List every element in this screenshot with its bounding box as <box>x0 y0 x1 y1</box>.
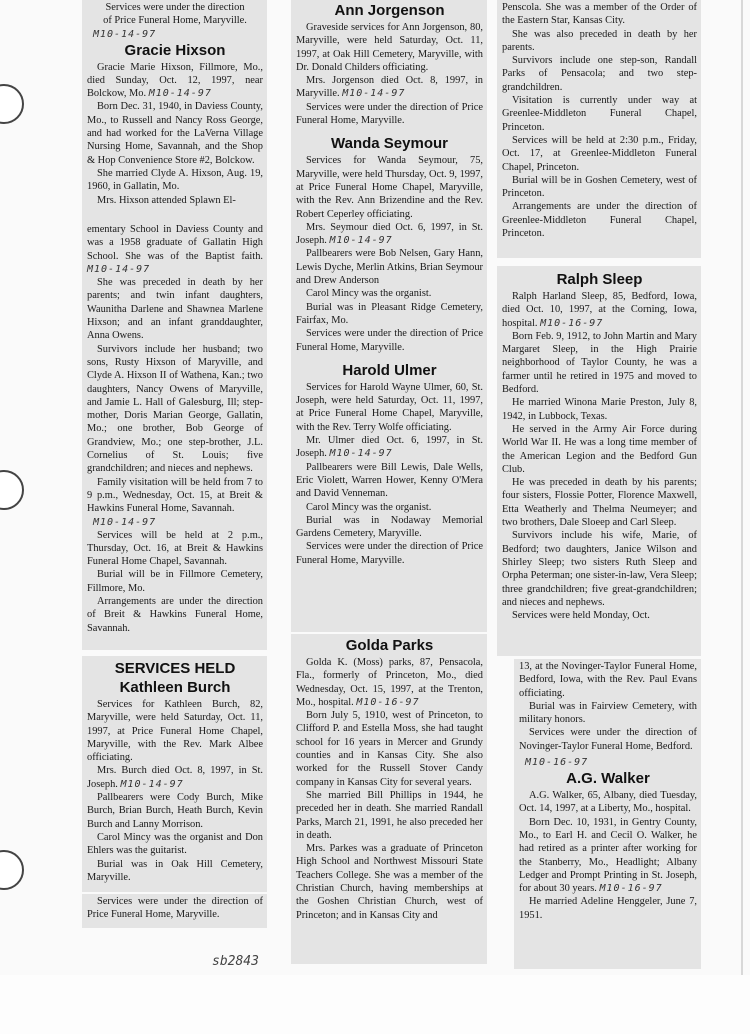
kathleen-paragraph-5: Burial was in Oak Hill Cemetery, Maryville. <box>87 858 263 883</box>
wanda-paragraph-4: Carol Mincy was the organist. <box>306 288 432 300</box>
ralph-paragraph-4: He served in the Army Air Force during World War II. He was a long time member of the American Legion and the Bedford Gun Club. <box>502 423 697 475</box>
ralph-paragraph-8: Burial was in Fairview Cemetery, with military honors. <box>519 700 697 726</box>
clipping-golda-parks <box>291 634 487 964</box>
gracie-paragraph-6: Survivors include her husband; two sons, Rusty Hixson of Maryville, and Clyde A. Hixson II of Wathena, Kan.; two daughters, Nancy Owens of Maryville, and Jamie L. Hall of Galesburg, Ill; step-mother, Doris Marian George, Gallatin, Mo.; one brother, Bob George of Grandview, Mo.; one step-brother, J.L. Cornelius of St. Louis; five grandchildren; and nieces and nephews. <box>87 343 263 475</box>
handwritten-date-note: M10-16-97 <box>599 883 663 895</box>
golda-paragraph-4: Mrs. Parkes was a graduate of Princeton High School and Northwest Missouri State Teachers College. She was a member of the Christian Church, having memberships at the Goshen Christian Church, west of Princeton; and in Kansas City and <box>296 843 483 921</box>
obituary-title-gracie-hixson: Gracie Hixson <box>124 41 226 59</box>
obituary-title-ralph-sleep: Ralph Sleep <box>556 271 643 288</box>
ann-paragraph-2: Mrs. Jorgenson died Oct. 8, 1997, in Maryville. M10-14-97 <box>296 75 483 100</box>
kathleen-paragraph-3: Pallbearers were Cody Burch, Mike Burch, Brian Burch, Heath Burch, Kevin Burch and Lanny Morrison. <box>87 792 263 830</box>
gracie-paragraph-10: Arrangements are under the direction of Breit & Hawkins Funeral Home, Savannah. <box>87 596 263 634</box>
obituary-title-harold-ulmer: Harold Ulmer <box>342 361 437 379</box>
golda-continued-3: Survivors include one step-son, Randall Parks of Pensacola; and two step-grandchildren. <box>502 55 697 93</box>
top-fragment-line1: Services were under the direction <box>105 2 245 13</box>
kathleen-paragraph-1: Services for Kathleen Burch, 82, Maryville, were held Saturday, Oct. 11, 1997, at Price Funeral Home Chapel, Maryville, with the Rev. Mark Albee officiating. <box>87 699 263 764</box>
handwritten-date-note: M10-14-97 <box>329 448 393 460</box>
gracie-paragraph-2: Born Dec. 31, 1940, in Daviess County, Mo., to Russell and Nancy Ross George, and had worked for the LaVerna Village Nursing Home, Savannah, and the Shop & Hop Convenience Store #2, Bolckow. <box>87 101 263 166</box>
kathleen-paragraph-4: Carol Mincy was the organist and Don Ehlers was the guitarist. <box>87 831 263 857</box>
obituary-title-golda-parks: Golda Parks <box>345 637 434 654</box>
harold-paragraph-6: Services were under the direction of Price Funeral Home, Maryville. <box>296 541 483 566</box>
ralph-paragraph-7: Services were held Monday, Oct. <box>512 610 650 622</box>
gracie-paragraph-8: Services will be held at 2 p.m., Thursday, Oct. 16, at Breit & Hawkins Funeral Home Chapel, Savannah. <box>87 529 263 568</box>
clipping-gracie-hixson-continued <box>82 222 267 650</box>
clipping-gracie-hixson-top <box>82 0 267 222</box>
golda-paragraph-3: She married Bill Phillips in 1944, he preceded her in death. She married Randall Parks, March 21, 1991, he also preceded her in death. <box>296 789 483 841</box>
handwritten-date-note: M10-16-97 <box>525 757 589 769</box>
golda-continued-5: Services will be held at 2:30 p.m., Friday, Oct. 17, at Greenlee-Middleton Funeral Chapel, Princeton. <box>502 134 697 173</box>
gracie-paragraph-1: Gracie Marie Hixson, Fillmore, Mo., died Sunday, Oct. 12, 1997, near Bolckow, Mo. M10-14-97 <box>87 61 263 100</box>
harold-paragraph-5: Burial was in Nodaway Memorial Gardens Cemetery, Maryville. <box>296 514 483 540</box>
ralph-paragraph-7b: 13, at the Novinger-Taylor Funeral Home, Bedford, Iowa, with the Rev. Paul Evans officiating. <box>519 661 697 699</box>
clipping-ralph-sleep <box>497 266 701 656</box>
clipping-kathleen-burch-footer <box>82 894 267 928</box>
ann-paragraph-3: Services were under the direction of Price Funeral Home, Maryville. <box>296 101 483 127</box>
gracie-paragraph-9: Burial will be in Fillmore Cemetery, Fillmore, Mo. <box>87 569 263 594</box>
golda-continued-7: Arrangements are under the direction of Greenlee-Middleton Funeral Chapel, Princeton. <box>502 201 697 240</box>
clipping-ag-walker <box>514 659 701 969</box>
golda-paragraph-1: Golda K. (Moss) parks, 87, Pensacola, Fla., formerly of Princeton, Mo., died Wednesday, Oct. 15, 1997, at the Trenton, Mo., hospital. M10-16-97 <box>296 657 483 708</box>
wanda-paragraph-6: Services were under the direction of Price Funeral Home, Maryville. <box>296 328 483 353</box>
handwritten-date-note: M10-14-97 <box>93 28 157 40</box>
wanda-paragraph-2: Mrs. Seymour died Oct. 6, 1997, in St. Joseph. M10-14-97 <box>296 221 483 247</box>
golda-continued-1: Penscola. She was a member of the Order of the Eastern Star, Kansas City. <box>502 2 697 27</box>
handwritten-date-note: M10-14-97 <box>329 235 393 247</box>
page-bottom-margin <box>0 975 750 1034</box>
handwritten-date-note: M10-14-97 <box>342 88 406 100</box>
handwritten-date-note: M10-14-97 <box>148 88 212 100</box>
clipping-kathleen-burch <box>82 656 267 892</box>
gracie-paragraph-3: She married Clyde A. Hixson, Aug. 19, 1960, in Gallatin, Mo. <box>87 167 263 193</box>
harold-paragraph-3: Pallbearers were Bill Lewis, Dale Wells, Eric Violett, Warren Hower, Kenny O'Mera and David Venneman. <box>296 461 483 500</box>
gracie-paragraph-5: She was preceded in death by her parents; and twin infant daughters, Waunitha Darlene and Shawnea Marlene Hixson; and an infant granddaughter, Anna Owens. <box>87 277 263 342</box>
wanda-paragraph-3: Pallbearers were Bob Nelsen, Gary Hann, Lewis Dyche, Merlin Atkins, Brian Seymour and Drew Anderson <box>296 248 483 287</box>
kathleen-paragraph-2: Mrs. Burch died Oct. 8, 1997, in St. Joseph. M10-14-97 <box>87 765 263 790</box>
gracie-paragraph-4b: ementary School in Daviess County and was a 1958 graduate of Gallatin High School. She was of the Baptist faith. M10-14-97 <box>87 224 263 275</box>
ralph-paragraph-9: Services were under the direction of Novinger-Taylor Funeral Home, Bedford. <box>519 727 697 752</box>
top-fragment-line2: of Price Funeral Home, Maryville. <box>103 15 247 27</box>
obituary-title-ag-walker: A.G. Walker <box>566 770 650 788</box>
services-held-heading: SERVICES HELD <box>114 660 236 677</box>
ann-paragraph-1: Graveside services for Ann Jorgenson, 80, Maryville, were held Saturday, Oct. 11, 1997, at Oak Hill Cemetery, Maryville, with Dr. Donald Childers officiating. <box>296 22 483 73</box>
harold-paragraph-4: Carol Mincy was the organist. <box>306 501 432 513</box>
clipping-golda-parks-continued <box>497 0 701 258</box>
handwritten-date-note: M10-16-97 <box>540 317 604 329</box>
clipping-column-2 <box>291 0 487 632</box>
obituary-title-wanda-seymour: Wanda Seymour <box>331 135 448 153</box>
ralph-paragraph-5: He was preceded in death by his parents; four sisters, Flossie Potter, Florence Maxwell, Etta Weatherly and Thelma Neumeyer; and two brothers, Dale Sloeep and Carl Sleep. <box>502 477 697 529</box>
obituary-title-kathleen-burch: Kathleen Burch <box>119 679 231 696</box>
gracie-paragraph-7: Family visitation will be held from 7 to 9 p.m., Wednesday, Oct. 15, at Breit & Hawkins Funeral Home, Savannah. <box>87 476 263 515</box>
ralph-paragraph-1: Ralph Harland Sleep, 85, Bedford, Iowa, died Oct. 10, 1997, at the Corning, Iowa, hospital. M10-16-97 <box>502 291 697 329</box>
ralph-paragraph-2: Born Feb. 9, 1912, to John Martin and Mary Margaret Sleep, in the High Prairie neighborhood of Taylor County, he was a farmer until he retired in 1975 and moved to Bedford. <box>502 330 697 396</box>
obituary-title-ann-jorgenson: Ann Jorgenson <box>334 2 445 19</box>
wanda-paragraph-5: Burial was in Pleasant Ridge Cemetery, Fairfax, Mo. <box>296 301 483 326</box>
golda-paragraph-2: Born July 5, 1910, west of Princeton, to Clifford P. and Estella Moss, she had taught school for 16 years in Mercer and Grundy counties and in Kansas City. She also worked for the Russell Stover Candy company in Kansas City for several years. <box>296 710 483 788</box>
handwritten-date-note: M10-14-97 <box>87 263 151 275</box>
harold-paragraph-2: Mr. Ulmer died Oct. 6, 1997, in St. Joseph. M10-14-97 <box>296 435 483 460</box>
handwritten-date-note: M10-14-97 <box>93 516 157 528</box>
walker-paragraph-2: Born Dec. 10, 1931, in Gentry County, Mo., to Earl H. and Cecil O. Walker, he had retired as a printer after working for the Stanberry, Mo., Headlight; Albany Ledger and Prompt Printing in St. Joseph, for about 30 years. M10-16-97 <box>519 816 697 895</box>
walker-paragraph-1: A.G. Walker, 65, Albany, died Tuesday, Oct. 14, 1997, at a Liberty, Mo., hospital. <box>519 790 697 815</box>
golda-continued-4: Visitation is currently under way at Greenlee-Middleton Funeral Chapel, Princeton. <box>502 95 697 133</box>
ralph-paragraph-3: He married Winona Marie Preston, July 8, 1942, in Lubbock, Texas. <box>502 397 697 422</box>
kathleen-paragraph-6: Services were under the direction of Price Funeral Home, Maryville. <box>87 896 263 921</box>
handwritten-date-note: M10-14-97 <box>120 778 184 790</box>
ralph-paragraph-6: Survivors include his wife, Marie, of Bedford; two daughters, Janice Wilson and Shirley Sleep; two sisters Ruth Sleep and Orpha Peterman; one sister-in-law, Vera Sleep; three grandchildren; five great-grandchildren; and nieces and nephews. <box>502 530 697 608</box>
gracie-paragraph-4a: Mrs. Hixson attended Splawn El- <box>97 194 236 206</box>
scan-edge-shadow <box>741 0 743 975</box>
handwritten-date-note: M10-16-97 <box>356 696 420 708</box>
harold-paragraph-1: Services for Harold Wayne Ulmer, 60, St. Joseph, were held Saturday, Oct. 11, 1997, at Price Funeral Home Chapel, Maryville, with the Rev. Terry Wolfe officiating. <box>296 381 483 433</box>
golda-continued-6: Burial will be in Goshen Cemetery, west of Princeton. <box>502 174 697 200</box>
walker-paragraph-3: He married Adeline Henggeler, June 7, 1951. <box>519 896 697 921</box>
wanda-paragraph-1: Services for Wanda Seymour, 75, Maryville, were held Thursday, Oct. 9, 1997, at Price Funeral Home Chapel, Maryville, with the Rev. Ann Brizendine and the Rev. Robert Ceperley officiating. <box>296 155 483 220</box>
handwritten-catalog-number: sb2843 <box>212 954 259 969</box>
golda-continued-2: She was also preceded in death by her parents. <box>502 28 697 53</box>
